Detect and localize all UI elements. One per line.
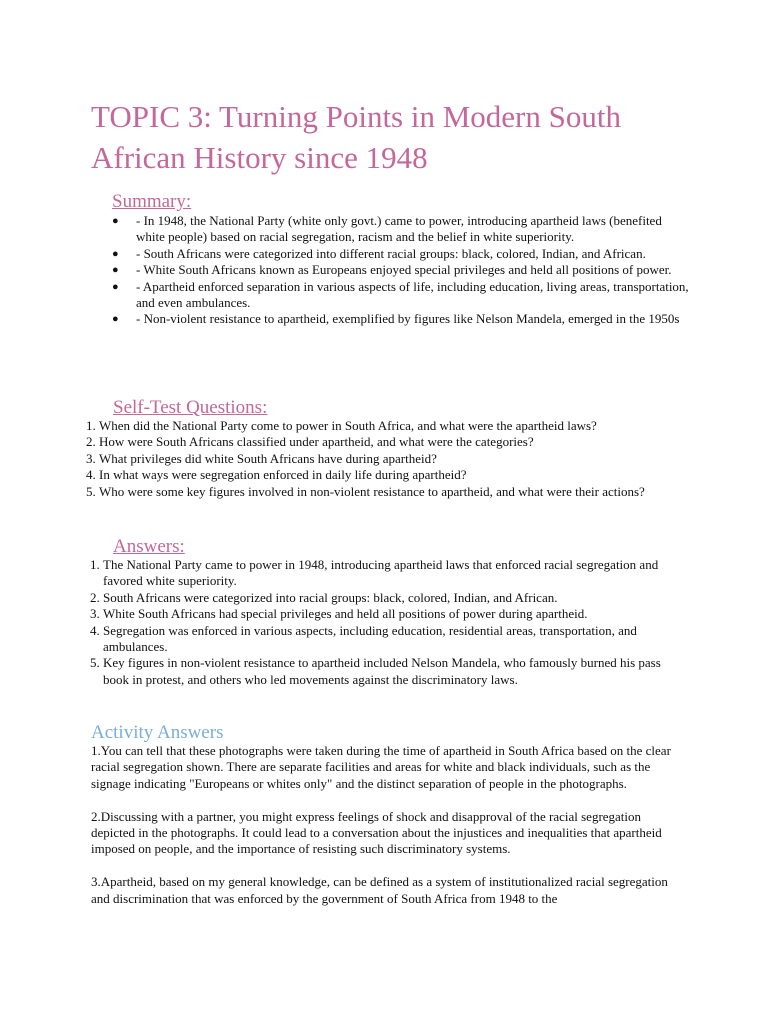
bullet-icon: ● [112,247,119,260]
answer-text: White South Africans had special privileges and held all positions of power during apartheid. [103,606,588,622]
activity-paragraph: 2.Discussing with a partner, you might express feelings of shock and disapproval of the racial segregation depicted in the photographs. It could lead to a conversation about the injustices and inequalities that apartheid imposed on people, and the importance of resisting such discriminatory systems. [91,808,662,857]
answer-number: 1. [90,557,100,572]
answer-number: 4. [90,622,100,638]
answer-number: 3. [90,606,100,622]
question-item [86,418,676,434]
answer-item [90,557,680,590]
question-number: 3. [86,450,96,466]
summary-heading: Summary: [112,191,192,212]
bullet-icon: ● [112,313,119,326]
answer-text: Key figures in non-violent resistance to apartheid included Nelson Mandela, who famously burned his pass book in protest, and others who led movements against the discriminatory laws. [103,655,661,687]
answer-number: 2. [90,589,100,605]
question-text: In what ways were segregation enforced in daily life during apartheid? [99,467,467,483]
question-item [86,451,676,467]
answer-item [90,623,680,656]
activity-paragraph: 3.Apartheid, based on my general knowledge, can be defined as a system of institutionalized racial segregation and discrimination that was enforced by the government of South Africa from 1948 to the [91,874,668,906]
activity-heading: Activity Answers [91,722,224,743]
answer-number: 5. [90,655,100,671]
summary-item [110,213,690,246]
question-item [86,484,676,500]
summary-list [110,213,690,328]
answer-text: Segregation was enforced in various aspects, including education, residential areas, transportation, and ambulances. [103,622,637,655]
bullet-icon: ● [112,264,119,277]
question-number: 5. [86,483,96,499]
question-text: Who were some key figures involved in non-violent resistance to apartheid, and what were their actions? [99,483,645,499]
activity-answers [91,743,681,923]
question-number: 2. [86,434,96,450]
bullet-icon: ● [112,215,119,227]
summary-item [110,279,690,312]
question-text: What privileges did white South Africans have during apartheid? [99,450,437,466]
question-number: 1. [86,418,96,433]
activity-paragraph: 1.You can tell that these photographs were taken during the time of apartheid in South Africa based on the clear racial segregation shown. There are separate facilities and areas for white and black individuals, such as the signage indicating "Europeans or whites only" and the distinct separation of people in the photographs. [91,743,671,791]
answers-heading: Answers: [113,536,185,557]
self-test-list [86,418,676,500]
answer-item [90,590,680,606]
answers-list [90,557,680,688]
self-test-heading: Self-Test Questions: [113,397,268,418]
question-item [86,467,676,483]
question-text: How were South Africans classified under apartheid, and what were the categories? [99,434,534,450]
summary-item-text: - South Africans were categorized into different racial groups: black, colored, Indian, and African. [136,245,646,261]
bullet-icon: ● [112,280,119,293]
summary-item-text: - Non-violent resistance to apartheid, exemplified by figures like Nelson Mandela, emerged in the 1950s [136,311,680,327]
question-number: 4. [86,467,96,483]
answer-text: South Africans were categorized into racial groups: black, colored, Indian, and African. [103,589,558,605]
page-title: TOPIC 3: Turning Points in Modern South African History since 1948 [91,99,621,175]
summary-item [110,262,690,278]
question-item [86,434,676,450]
question-text: When did the National Party come to power in South Africa, and what were the apartheid laws? [99,418,597,433]
answer-item [90,655,680,688]
summary-item-text: - White South Africans known as Europeans enjoyed special privileges and held all positions of power. [136,262,672,278]
summary-item-text: - In 1948, the National Party (white only govt.) came to power, introducing apartheid laws (benefited white people) based on racial segregation, racism and the belief in white superiority. [136,213,662,245]
answer-item [90,606,680,622]
summary-item [110,311,690,327]
summary-item [110,246,690,262]
summary-item-text: - Apartheid enforced separation in various aspects of life, including education, living areas, transportation, and even ambulances. [136,278,689,311]
answer-text: The National Party came to power in 1948, introducing apartheid laws that enforced racial segregation and favored white superiority. [103,557,659,589]
